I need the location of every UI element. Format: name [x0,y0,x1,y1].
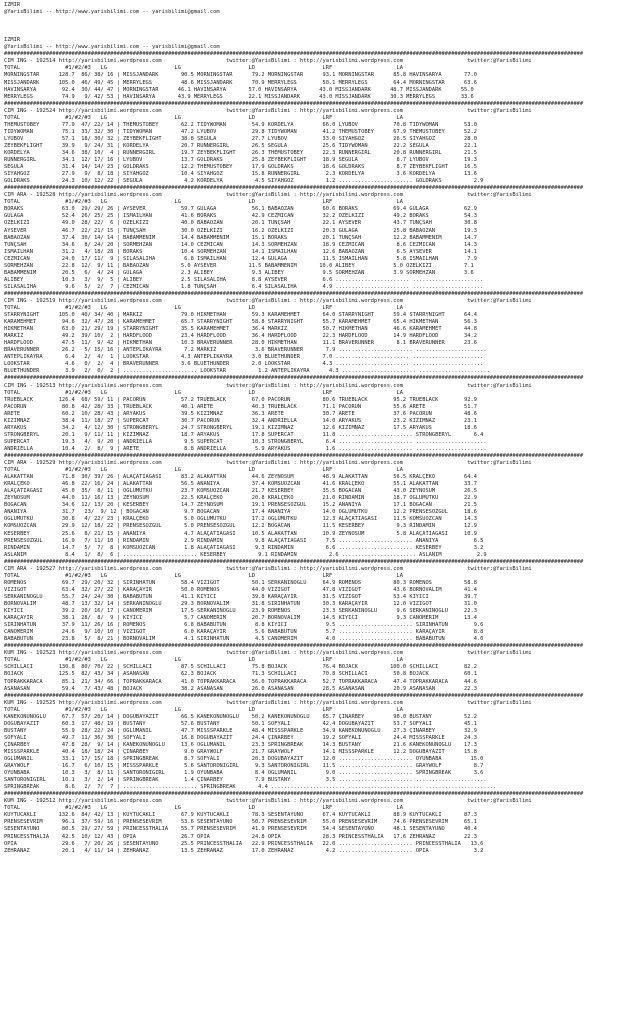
text-line: HIKMETHAN 63.0 21/ 29/ 19 | STARRYNIGHT 35.5 KARAMEHMET 36.4 MARKIZ 50.7 HIKMETHAN 46.6 KARAMEHMET 44.8 [4,326,477,333]
text-line: TOTAL #1/#2/#3 LG LG LD LRF LA [4,467,403,474]
text-line: KOMSUÖZCAN 29.9 12/ 18/ 22 | PRENSESÖZGÜL 5.0 PRENSESÖZGÜL 12.2 BOGACAN 11.5 KESERBEY 9.3 RINDAMIN 12.9 [4,523,477,530]
text-line: OYUNBABA 10.3 3/ 8/ 11 | SANTORONIGIRL 1.9 OYUNBABA 8.4 OGLUMANIL 9.0 ....................... SPRINGBREAK 3.6 [4,770,484,777]
text-line: IZMIR [4,2,21,8]
text-line: SUPERCAT 19.3 4/ 9/ 20 | ANDRIELLA 9.5 SUPERCAT 10.3 STRONGBERYL 6.4 ....................... ...................... [4,438,487,445]
text-line: #################################################################################################################################################################################### [4,692,584,699]
text-line: BOGACAN 34.6 12/ 13/ 20 | KESERBEY 14.7 ZEYNOSUM 19.1 PRENSESÖZGÜL 15.2 ANANIYA 17.1 BOGACAN 21.5 [4,502,477,509]
text-line: SÖRMEHZAN 22.8 12/ 9/ 11 | BABAOZAN 5.0 AYSEVER 11.5 BABAMMENIM 10.0 ALIBEY 5.0 ÖZELKIZI 7.1 [4,262,474,269]
text-line: TOTAL #1/#2/#3 LG LG LD LRF LA [4,572,403,579]
text-line: TOTAL #1/#2/#3 LG LG LD LRF LA [4,805,403,812]
text-line: SIRINHATUN 37.9 11/ 26/ 16 | ROMENOS 6.8 BABABÜTÜN 8.8 KIYICI 9.5 ....................... SIRINHATUN 9.6 [4,622,484,629]
text-line: ZEYNOSUM 44.0 11/ 16/ 13 | ZEYNOSUM 22.5 KRALÇEKO 20.8 KRALÇEKO 21.0 RINDAMIN 18.7 OGLUMUTKU 22.9 [4,495,477,502]
text-line: STARRYNIGHT 105.0 40/ 34/ 40 | MARKIZ 79.0 HIKMETHAN 59.3 KARAMEHMET 64.0 STARRYNIGHT 59.4 STARRYNIGHT 64.4 [4,312,477,319]
text-line: SOFYALI 49.7 11/ 36/ 30 | SOFYALI 16.8 DOGUBAYAZIT 24.4 ÇINARBEY 19.2 SOFYALI 24.4 MISSSPARKLE 24.3 [4,734,477,741]
text-line: BABAOZAN 37.4 30/ 14/ 14 | BABAMMENIM 14.4 BABAMMENIM 15.1 BORAKS 20.1 TUNÇSAH 12.2 BABAMMENIM 14.7 [4,234,477,241]
text-line: TOTAL #1/#2/#3 LG LG LD LRF LA [4,114,403,121]
text-line: CIM ING - 192524 http://yarisbilimi.wordpress.com twitter:@YarisBilimi : http://yarisbilimi.wordpress.com twitter:@YarisBilimi [4,107,532,114]
text-line: TUNÇSAH 34.6 8/ 24/ 20 | SÖRMEHZAN 14.0 CEZMICAN 14.3 SÖRMEHZAN 18.9 CEZMICAN 8.6 CEZMICAN 14.3 [4,241,477,248]
text-line: CIM ARA - 192527 http://yarisbilimi.wordpress.com twitter:@YarisBilimi : http://yarisbilimi.wordpress.com twitter:@YarisBilimi [4,565,532,572]
text-line: TOTAL #1/#2/#3 LG LG LD LRF LA [4,199,403,206]
text-line: OGLUMUTKU 30.8 4/ 22/ 23 | KRALÇEKO 5.0 OGLUMUTKU 17.2 OGLUMUTKU 12.3 ALAÇATIAGASI 11.5 KOMSUÖZCAN 14.3 [4,516,477,523]
text-line: KUM ING - 192512 http://yarisbilimi.wordpress.com twitter:@YarisBilimi : http://yarisbilimi.wordpress.com twitter:@YarisBilimi [4,798,532,805]
text-line: GOLDRAKS 24.3 10/ 12/ 22 | SEGULA 4.2 KORDELYA 4.5 SIYAHGÖZ 1.2 ....................... GOLDRAKS 2.9 [4,178,484,185]
text-line: ZEHRANAZ 20.1 4/ 11/ 14 | ZEHRANAZ 13.5 ZEHRANAZ 17.0 ZEHRANAZ 4.2 ....................... OPIA 3.2 [4,847,484,854]
text-line: ARETE 60.2 10/ 28/ 43 | ARYAKUS 39.5 KIZIMNAZ 36.3 ARETE 30.7 ARETE 37.6 PACORUN 48.6 [4,410,477,417]
text-line: CEZMICAN 24.0 17/ 11/ 9 | SILASALIHA 6.8 ISMAILHAN 12.4 GÜLAGA 11.5 ISMAILHAN 5.8 ISMAILHAN 7.9 [4,255,477,262]
text-line: KUM ING - 192523 http://yarisbilimi.wordpress.com twitter:@YarisBilimi : http://yarisbilimi.wordpress.com twitter:@YarisBilimi [4,650,532,657]
text-line: ASLANIM 8.4 1/ 8/ 6 | ....................... KESERBEY 9.1 RINDAMIN 2.6 ....................... ASLANIM 2.9 [4,551,487,558]
text-line [4,23,643,30]
text-line: CANOMERIM 24.6 9/ 10/ 10 | VIZIGOT 6.0 KARAÇAYIR 5.6 BABABÜTÜN 5.7 ....................... KARAÇAYIR 8.8 [4,629,484,636]
text-line: PACORUN 80.8 42/ 28/ 33 | TRUEBLACK 40.1 ARETE 40.3 TRUEBLACK 71.1 PACORUN 55.6 ARETE 51.7 [4,403,477,410]
text-line: #################################################################################################################################################################################### [4,375,584,382]
text-line [4,30,643,37]
text-line: BORAKS 63.0 29/ 29/ 26 | AYSEVER 59.7 GÜLAGA 56.1 BABAOZAN 60.6 BORAKS 69.4 GÜLAGA 62.9 [4,206,477,213]
text-line: #################################################################################################################################################################################### [4,791,584,798]
text-line: CIM ARA - 192528 http://yarisbilimi.wordpress.com twitter:@YarisBilimi : http://yarisbilimi.wordpress.com twitter:@YarisBilimi [4,192,532,199]
text-line: DOGUBAYAZIT 60.3 17/ 48/ 19 | BUSTANY 57.6 BUSTANY 50.1 SOFYALI 42.4 DOGUBAYAZIT 53.7 SOFYALI 45.1 [4,720,477,727]
text-line: ÇINARBEY 47.8 28/ 9/ 14 | KANEKONUNOGLU 13.6 OGLUMANIL 23.3 SPRINGBREAK 14.3 BUSTANY 21.6 KANEKONUNOGLU 17.3 [4,741,477,748]
text-line: #################################################################################################################################################################################### [4,453,584,459]
text-line: BABAMMENIM 20.5 6/ 4/ 24 | GÜLAGA 2.3 ALIBEY 9.3 ALIBEY 9.5 SÖRMEHZAN 3.9 SÖRMEHZAN 3.6 [4,269,474,276]
text-line: ANDRIELLA 10.4 2/ 8/ 9 | ARETE 8.8 ANDRIELLA 5.9 ARYAKUS 1.6 ....................... ...................... [4,445,487,452]
text-line: MORNINGSTAR 128.7 86/ 38/ 16 | MISSJANDARK 90.5 MORNINGSTAR 79.2 MORNINGSTAR 93.1 MORNINGSTAR 85.8 HAVINSARYA 77.0 [4,72,477,79]
text-line [4,16,643,23]
text-line: ISMAILHAN 31.2 4/ 18/ 28 | BORAKS 10.4 SÖRMEHZAN 14.1 ISMAILHAN 12.6 BABAOZAN 6.5 AYSEVER 14.1 [4,248,477,255]
text-line: KUYTUCAKLI 132.6 84/ 42/ 13 | KUYTUCAKLI 67.9 KUYTUCAKLI 78.3 SESENTAYUNO 67.4 KUYTUCAKLI 88.9 KUYTUCAKLI 87.3 [4,812,477,819]
text-line: RUNNERGIRL 34.1 12/ 17/ 16 | LYUBOV 13.7 GOLDRAKS 25.8 ZEYBEKFLIGHT 18.9 SEGULA 8.7 LYUBOV 19.3 [4,157,477,164]
text-line: #################################################################################################################################################################################### [4,643,584,650]
text-line: SCHILLACI 130.8 80/ 70/ 22 | SCHILLACI 87.5 SCHILLACI 75.8 BOJACK 76.4 BOJACK 100.0 SCHILLACI 82.2 [4,664,477,671]
text-line: SANTORONIGIRL 10.1 3/ 2/ 14 | SPRINGBREAK 1.4 ÇINARBEY 7.9 BUSTANY 3.5 ....................... ...................... [4,777,487,784]
text-line: SESENTAYUNO 80.5 29/ 27/ 59 | PRINCESSTHALIA 55.7 PRENSESEVRIM 41.9 PRENSESEVRIM 54.4 SESENTAYUNO 48.1 SESENTAYUNO 40.4 [4,826,477,833]
text-line: KIZIMNAZ 38.4 11/ 18/ 27 | SUPERCAT 30.7 PACORUN 32.4 ANDRIELLA 14.0 ARYAKUS 23.2 KIZIMNAZ 23.1 [4,417,477,424]
text-line: BLUETHUNDER 3.9 2/ 0/ 2 | ....................... LOOKSTAR 1.2 ANTEPLIKAYRA 4.3 ....................... ...................... [4,368,490,375]
text-line: @YarisBilimi -- http://www.yarisbilimi.com -- yarisbilimi@gmail.com [4,9,220,16]
text-line: MISSSPARKLE 40.4 18/ 18/ 24 | ÇINARBEY 9.0 GRAYWOLF 21.7 GRAYWOLF 14.1 MISSSPARKLE 12.2 DOGUBAYAZIT 15.8 [4,748,477,755]
text-line: MERRYLEGS 74.9 9/ 42/ 53 | HAVINSARYA 43.9 MERRYLEGS 22.1 MISSJANDARK 43.0 MISSJANDARK 30.3 MERRYLEGS 33.6 [4,93,474,100]
text-line: ARYAKUS 34.2 4/ 12/ 30 | STRONGBERYL 24.7 STRONGBERYL 19.1 KIZIMNAZ 12.6 KIZIMNAZ 17.5 ARYAKUS 18.6 [4,424,477,431]
text-line: #################################################################################################################################################################################### [4,100,584,107]
text-line: MISSJANDARK 105.0 46/ 49/ 45 | MERRYLEGS 48.6 MISSJANDARK 70.9 MERRYLEGS 50.1 MERRYLEGS 64.4 MORNINGSTAR 63.6 [4,79,477,86]
text-line: BOJACK 125.5 82/ 43/ 34 | ASANASAN 62.3 BOJACK 71.3 SCHILLACI 70.8 SCHILLACI 50.8 BOJACK 60.1 [4,671,477,678]
text-line: IZMIR [4,37,21,44]
text-line: TIDYWOMAN 75.1 33/ 32/ 30 | TIDYWOMAN 47.2 LYUBOV 29.8 TIDYWOMAN 41.2 THEMUSTOBEY 67.9 THEMUSTOBEY 52.2 [4,128,477,135]
text-line: HAVINSARYA 92.4 30/ 44/ 47 | MORNINGSTAR 46.1 HAVINSARYA 57.0 HAVINSARYA 43.0 MISSJANDARK 48.7 MISSJANDARK 55.0 [4,86,474,93]
text-line: AYSEVER 46.7 22/ 21/ 15 | TUNÇSAH 30.0 ÖZELKIZI 16.2 ÖZELKIZI 20.3 GÜLAGA 25.8 BABAOZAN 19.3 [4,227,477,234]
text-line: SEGULA 31.4 14/ 14/ 23 | GOLDRAKS 12.2 THEMUSTOBEY 17.9 GOLDRAKS 18.6 GOLDRAKS 8.7 ZEYBEKFLIGHT 16.5 [4,164,477,171]
text-line: TOTAL #1/#2/#3 LG LG LD LRF LA [4,65,403,72]
text-line: CIM ING - 192519 http://yarisbilimi.wordpress.com twitter:@YarisBilimi : http://yarisbilimi.wordpress.com twitter:@YarisBilimi [4,297,532,304]
text-line: CIM ARA - 192529 http://yarisbilimi.wordpress.com twitter:@YarisBilimi : http://yarisbilimi.wordpress.com twitter:@YarisBilimi [4,460,532,467]
text-line: BUSTANY 55.9 28/ 22/ 24 | OGLUMANIL 47.7 MISSSPARKLE 48.4 MISSSPARKLE 34.9 KANEKONUNOGLU 27.3 ÇINARBEY 32.9 [4,727,477,734]
text-line: ALAÇATIAGASI 45.0 35/ 8/ 11 | OGLUMUTKU 23.7 KOMSUÖZCAN 21.7 KESERBEY 35.5 BOGACAN 43.0 ZEYNOSUM 26.5 [4,488,477,495]
text-line: ROMENOS 69.7 29/ 20/ 32 | SIRINHATUN 58.4 VIZIGOT 50.1 SERKANINOGLU 64.9 ROMENOS 80.3 ROMENOS 58.8 [4,579,477,586]
text-line: LYUBOV 57.1 18/ 30/ 32 | ZEYBEKFLIGHT 38.8 SEGULA 27.7 LYUBOV 33.0 SIYAHGÖZ 26.5 SIYAHGÖZ 28.0 [4,135,477,142]
text-line: KESERBEY 25.6 8/ 21/ 15 | ANANIYA 4.7 ALAÇATIAGASI 10.5 ALAKATTAN 10.9 ZEYNOSUM 5.8 ALAÇATIAGASI 10.9 [4,530,477,537]
text-line: TOPRAKKARACA 85.1 21/ 34/ 66 | TOPRAKKARACA 41.0 TOPRAKKARACA 56.0 TOPRAKKARACA 52.7 TOPRAKKARACA 47.4 TOPRAKKARACA 44.6 [4,678,477,685]
text-line: THEMUSTOBEY 77.9 47/ 22/ 14 | THEMUSTOBEY 62.2 TIDYWOMAN 54.9 KORDELYA 66.0 LYUBOV 70.8 TIDYWOMAN 53.0 [4,121,477,128]
text-line: SIYAHGÖZ 27.9 9/ 8/ 18 | SIYAHGÖZ 10.4 SIYAHGÖZ 15.8 RUNNERGIRL 2.3 KORDELYA 3.6 KORDELYA 13.6 [4,171,477,178]
text-line: OPIA 29.6 7/ 20/ 26 | SESENTAYUNO 25.5 PRINCESSTHALIA 22.9 PRINCESSTHALIA 22.0 ....................... PRINCESSTHALIA 13.6 [4,840,484,847]
text-line: TOTAL #1/#2/#3 LG LG LD LRF LA [4,657,403,664]
text-line: ASANASAN 59.4 7/ 43/ 48 | BOJACK 38.2 ASANASAN 26.0 ASANASAN 28.5 ASANASAN 20.9 ASANASAN 22.3 [4,685,477,692]
text-line: CIM ING - 192513 http://yarisbilimi.wordpress.com twitter:@YarisBilimi : http://yarisbilimi.wordpress.com twitter:@YarisBilimi [4,382,532,389]
text-line: KARAÇAYIR 38.1 28/ 8/ 9 | KIYICI 5.7 CANOMERIM 20.7 BORNOVALIM 14.5 KIYICI 9.3 CANOMERIM 13.4 [4,615,477,622]
text-line: KIYICI 39.2 20/ 16/ 17 | CANOMERIM 17.5 SERKANINOGLU 23.9 ROMENOS 23.3 SERKANINOGLU 9.6 SERKANINOGLU 22.3 [4,608,477,615]
text-line: BABABÜTÜN 23.8 5/ 8/ 21 | BORNOVALIM 4.1 SIRINHATUN 4.5 CANOMERIM 4.0 ....................... BABABÜTÜN 4.0 [4,636,484,643]
text-line: PRENSESÖZGÜL 16.9 7/ 11/ 10 | RINDAMIN 2.9 RINDAMIN 9.8 ALAÇATIAGASI 7.5 ....................... ANANIYA 6.5 [4,537,484,544]
text-line: VIZIGOT 63.4 32/ 27/ 22 | KARAÇAYIR 50.0 ROMENOS 44.0 VIZIGOT 47.8 VIZIGOT 43.6 BORNOVALIM 41.4 [4,586,477,593]
text-line: #################################################################################################################################################################################### [4,558,584,565]
text-line: GRAYWOLF 16.7 6/ 10/ 15 | MISSSPARKLE 5.6 SANTORONIGIRL 9.3 SANTORONIGIRL 11.5 ....................... GRAYWOLF 8.7 [4,763,484,770]
text-line: KRALÇEKO 46.8 22/ 16/ 24 | ALAKATTAN 56.5 ANANIYA 37.4 KOMSUÖZCAN 41.6 KRALÇEKO 55.1 ALAKATTAN 33.7 [4,481,477,488]
text-line: OGLUMANIL 33.1 17/ 15/ 18 | SPRINGBREAK 8.7 SOFYALI 20.3 DOGUBAYAZIT 12.0 ....................... OYUNBABA 15.0 [4,756,484,763]
text-line: ÖZELKIZI 49.0 28/ 22/ 6 | ÖZELKIZI 40.0 BABAOZAN 20.1 TUNÇSAH 22.1 AYSEVER 43.7 TUNÇSAH 30.8 [4,220,477,227]
text-line: HARDFLOOD 47.5 11/ 9/ 42 | HIKMETHAN 10.3 BRAVERUNNER 28.0 HIKMETHAN 11.1 BRAVERUNNER 8.1 BRAVERUNNER 23.6 [4,340,477,347]
text-line: @YarisBilimi -- http://www.yarisbilimi.com -- yarisbilimi@gmail.com [4,44,220,51]
text-line: TRUEBLACK 126.4 68/ 59/ 11 | PACORUN 57.2 TRUEBLACK 67.0 PACORUN 80.6 TRUEBLACK 95.2 TRUEBLACK 92.9 [4,396,477,403]
text-line: ANANIYA 31.7 23/ 9/ 12 | BOGACAN 9.7 BOGACAN 17.4 ANANIYA 14.0 OGLUMUTKU 12.2 PRENSESÖZGÜL 18.6 [4,509,477,516]
text-line: GÜLAGA 52.4 26/ 25/ 25 | ISMAILHAN 41.6 BORAKS 42.9 CEZMICAN 32.2 ÖZELKIZI 49.2 BORAKS 54.3 [4,213,477,220]
text-line: RINDAMIN 14.7 5/ 7/ 8 | KOMSUÖZCAN 1.8 ALAÇATIAGASI 9.3 RINDAMIN 6.6 ....................... KESERBEY 3.2 [4,544,484,551]
text-line: #################################################################################################################################################################################### [4,185,584,192]
text-line: SERKANINOGLU 55.7 24/ 24/ 30 | BABABÜTÜN 41.1 KIYICI 39.8 KARAÇAYIR 31.5 VIZIGOT 53.4 KIYICI 39.7 [4,593,477,600]
text-line: KUM ING - 192525 http://yarisbilimi.wordpress.com twitter:@YarisBilimi : http://yarisbilimi.wordpress.com twitter:@YarisBilimi [4,699,532,706]
text-line: TOTAL #1/#2/#3 LG LG LD LRF LA [4,305,403,312]
text-line: #################################################################################################################################################################################### [4,290,584,297]
text-line: CIM ING - 192514 http://yarisbilimi.wordpress.com twitter:@YarisBilimi : http://yarisbilimi.wordpress.com twitter:@YarisBilimi [4,58,532,65]
text-line: ZEYBEKFLIGHT 39.9 9/ 24/ 31 | KORDELYA 20.7 RUNNERGIRL 26.5 SEGULA 25.6 TIDYWOMAN 22.2 SEGULA 22.1 [4,142,477,149]
text-line: KORDELYA 34.6 38/ 10/ 4 | RUNNERGIRL 19.7 ZEYBEKFLIGHT 26.3 THEMUSTOBEY 22.3 RUNNERGIRL 20.8 RUNNERGIRL 21.5 [4,149,477,156]
text-line: ALIBEY 10.3 3/ 9/ 5 | ALIBEY 2.5 SILASALIHA 8.8 AYSEVER 6.6 ....................... ...................... [4,276,484,283]
text-line: BRAVERUNNER 26.2 5/ 15/ 16 | ANTEPLIKAYRA 7.2 MARKIZ 3.6 BRAVERUNNER 7.9 ....................... ...................... [4,347,487,354]
text-line: #################################################################################################################################################################################### [4,51,584,58]
text-line: KARAMEHMET 94.6 32/ 47/ 28 | KARAMEHMET 65.7 STARRYNIGHT 58.8 STARRYNIGHT 55.7 KARAMEHMET 65.4 HIKMETHAN 56.3 [4,319,477,326]
text-line: STRONGBERYL 20.1 9/ 11/ 11 | KIZIMNAZ 18.7 ARYAKUS 17.8 SUPERCAT 11.8 ....................... STRONGBERYL 6.4 [4,431,484,438]
text-line: BORNOVALIM 48.7 13/ 32/ 14 | SERKANINOGLU 29.3 BORNOVALIM 31.8 SIRINHATUN 30.3 KARAÇAYIR 12.0 VIZIGOT 31.0 [4,600,477,607]
text-line: MARKIZ 49.2 39/ 10/ 2 | HARDFLOOD 23.4 HARDFLOOD 36.4 HARDFLOOD 22.3 HARDFLOOD 14.9 HARDFLOOD 34.2 [4,333,477,340]
text-line: SPRINGBREAK 8.6 2/ 7/ 7 | ....................... SPRINGBREAK 4.4 ....................... ....................... ...................... [4,784,497,791]
text-line: ALAKATTAN 71.8 30/ 39/ 26 | ALAÇATIAGASI 83.2 ALAKATTAN 44.6 ZEYNOSUM 48.9 ALAKATTAN 56.5 KRALÇEKO 64.4 [4,474,477,481]
text-line: TOTAL #1/#2/#3 LG LG LD LRF LA [4,706,403,713]
text-line: SILASALIHA 9.6 5/ 2/ 7 | CEZMICAN 1.8 TUNÇSAH 6.4 SILASALIHA 4.9 ....................... ...................... [4,283,484,290]
text-line: TOTAL #1/#2/#3 LG LG LD LRF LA [4,389,403,396]
text-line: ANTEPLIKAYRA 6.4 2/ 4/ 1 | LOOKSTAR 4.3 ANTEPLIKAYRA 3.0 BLUETHUNDER 7.0 ....................... ...................... [4,354,484,361]
text-line: LOOKSTAR 4.6 0/ 2/ 4 | BRAVERUNNER 3.6 BLUETHUNDER 2.0 LOOKSTAR 4.3 ....................... ...................... [4,361,484,368]
text-line: KANEKONUNOGLU 67.7 57/ 20/ 14 | DOGUBAYAZIT 66.5 KANEKONUNOGLU 50.2 KANEKONUNOGLU 65.7 ÇINARBEY 90.0 BUSTANY 52.2 [4,713,477,720]
text-line: PRINCESSTHALIA 42.5 10/ 12/ 43 | OPIA 26.7 OPIA 24.8 OPIA 28.3 PRINCESSTHALIA 17.6 ZEHRANAZ 22.3 [4,833,477,840]
text-line: PRENSESEVRIM 96.1 37/ 59/ 16 | PRENSESEVRIM 53.6 SESENTAYUNO 50.7 PRENSESEVRIM 55.0 PRENSESEVRIM 74.6 PRENSESEVRIM 65.1 [4,819,477,826]
